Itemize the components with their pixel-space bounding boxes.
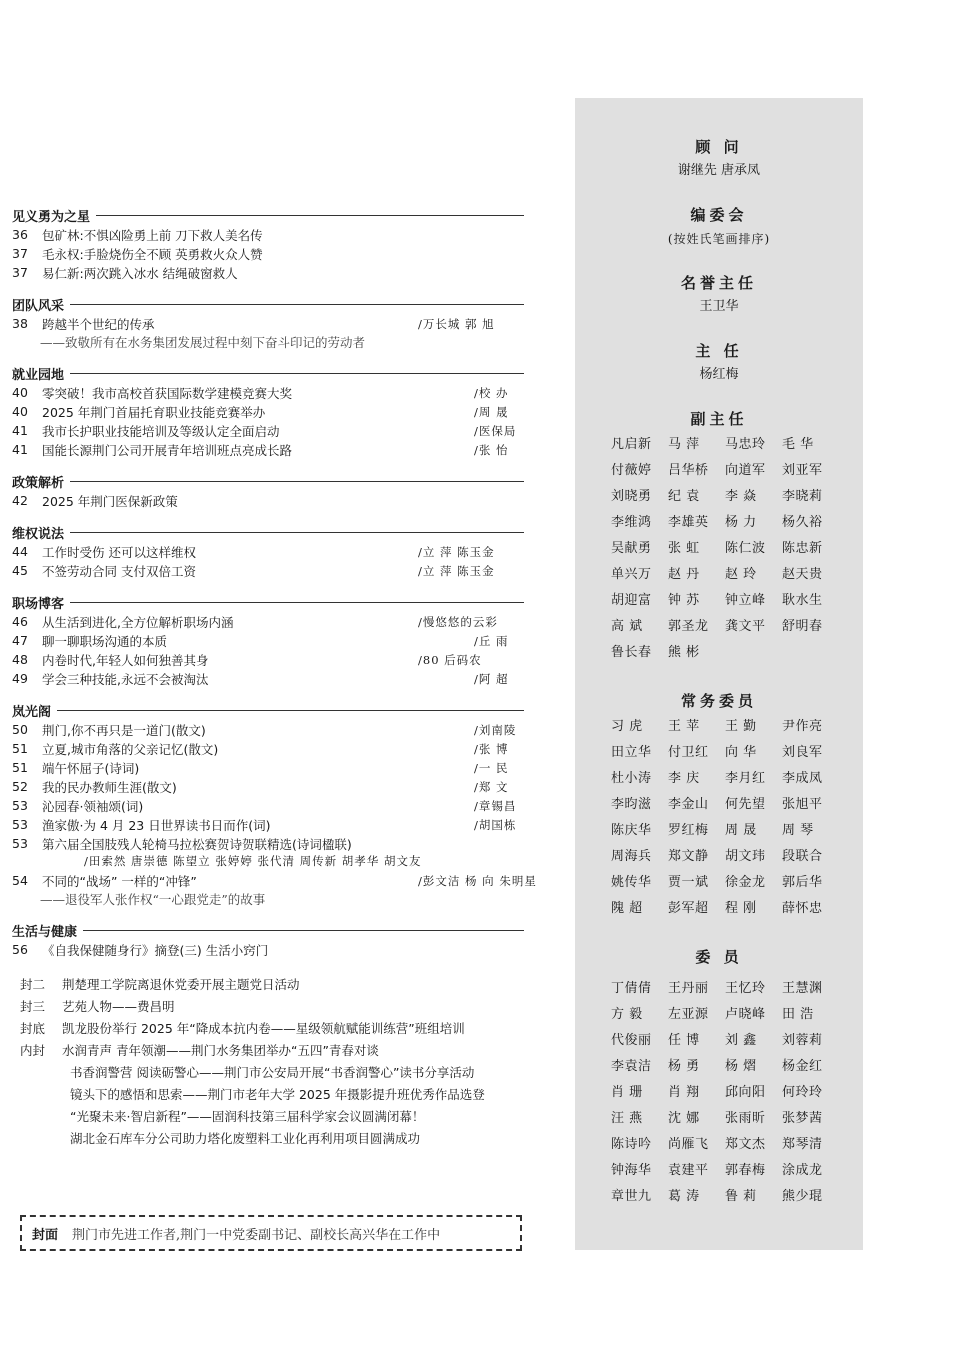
section-header — [12, 205, 524, 225]
deputy-name: 付薇婷 — [611, 463, 652, 478]
member-name: 鲁 莉 — [725, 1189, 757, 1204]
member-name: 王丹丽 — [668, 981, 709, 996]
member-name: 尚雁飞 — [668, 1137, 709, 1152]
deputy-name: 李 焱 — [725, 489, 757, 504]
member-name: 郑文杰 — [725, 1137, 766, 1152]
member-name: 汪 燕 — [611, 1111, 643, 1126]
toc-entry[interactable] — [12, 440, 524, 459]
deputy-name: 舒明春 — [782, 619, 823, 634]
cover-key: 封三 — [20, 999, 46, 1014]
page-number: 48 — [12, 652, 28, 667]
toc-entry[interactable] — [12, 834, 524, 853]
member-name: 杨金红 — [782, 1059, 823, 1074]
article-author: /立 萍 陈玉金 — [418, 563, 495, 578]
deputy-name: 刘亚军 — [782, 463, 823, 478]
table-of-contents — [12, 205, 537, 1149]
section-rule — [57, 710, 524, 711]
toc-entry[interactable] — [12, 871, 537, 890]
article-title: 学会三种技能,永远不会被淘汰 — [42, 671, 209, 687]
member-name: 沈 娜 — [668, 1111, 700, 1126]
standing-member-name: 李金山 — [668, 797, 709, 812]
section-header — [12, 363, 524, 383]
member-name: 田 浩 — [782, 1007, 814, 1022]
member-name: 卢晓峰 — [725, 1007, 766, 1022]
section-header — [12, 592, 524, 612]
standing-member-name: 郑文静 — [668, 849, 709, 864]
deputy-name: 毛 华 — [782, 437, 814, 452]
page-number: 36 — [12, 227, 28, 242]
member-name: 何玲玲 — [782, 1085, 823, 1100]
page-number: 50 — [12, 722, 28, 737]
member-name: 杨 熠 — [725, 1059, 757, 1074]
article-author: /刘南陵 — [474, 722, 517, 737]
toc-section — [12, 700, 537, 908]
section-title: 维权说法 — [12, 526, 65, 542]
article-title: 立夏,城市角落的父亲记忆(散文) — [42, 741, 219, 757]
article-author: /医保局 — [474, 423, 517, 438]
section-title: 政策解析 — [12, 475, 65, 491]
cover-item[interactable] — [20, 973, 524, 995]
article-title: 内卷时代,年轻人如何独善其身 — [42, 652, 209, 668]
member-name: 章世九 — [611, 1189, 652, 1204]
deputy-name: 赵 玲 — [725, 567, 757, 582]
member-name: 邱向阳 — [725, 1085, 766, 1100]
deputy-name: 熊 彬 — [668, 645, 700, 660]
section-header — [12, 294, 524, 314]
article-author: /张 博 — [474, 741, 509, 756]
toc-entry[interactable] — [12, 669, 524, 688]
section-title: 见义勇为之星 — [12, 209, 91, 225]
toc-entry[interactable] — [12, 650, 524, 669]
member-name: 方 毅 — [611, 1007, 643, 1022]
toc-entry[interactable] — [12, 244, 524, 263]
toc-section — [12, 592, 524, 688]
member-name: 郑琴清 — [782, 1137, 823, 1152]
standing-member-name: 王 勤 — [725, 719, 757, 734]
cover-description: 镜头下的感悟和思索——荆门市老年大学 2025 年摄影提升班优秀作品选登 — [70, 1087, 485, 1102]
cover-description: “光聚未来·智启新程”——固润科技第三届科学家会议圆满闭幕！ — [70, 1109, 425, 1124]
page-number: 46 — [12, 614, 28, 629]
members-grid — [611, 976, 863, 1210]
article-title: 不同的“战场” 一样的“冲锋” — [42, 873, 197, 889]
deputy-name: 吕华桥 — [668, 463, 709, 478]
director-heading: 主 任 — [695, 342, 743, 360]
page-number: 52 — [12, 779, 28, 794]
article-author: /万长城 郭 旭 — [418, 316, 495, 331]
toc-entry[interactable] — [12, 383, 524, 402]
cover-description: 湖北金石库车分公司助力塔化废塑料工业化再利用项目圆满成功 — [70, 1131, 421, 1146]
standing-member-name: 田立华 — [611, 745, 652, 760]
section-header — [12, 522, 524, 542]
cover-description: 艺苑人物——费昌明 — [62, 999, 175, 1014]
page-number: 51 — [12, 760, 28, 775]
cover-pages-list — [12, 973, 524, 1149]
deputy-name: 钟 苏 — [668, 593, 700, 608]
page-number: 37 — [12, 265, 28, 280]
standing-grid — [611, 714, 863, 922]
article-title: 荆门,你不再只是一道门(散文) — [42, 722, 206, 738]
article-title: 《自我保健随身行》摘登(三) 生活小窍门 — [42, 942, 269, 958]
section-header — [12, 700, 524, 720]
cover-key: 封底 — [20, 1021, 46, 1036]
member-name: 丁倩倩 — [611, 981, 652, 996]
member-name: 涂成龙 — [782, 1163, 823, 1178]
article-author: /郑 文 — [474, 779, 509, 794]
deputy-name: 李晓莉 — [782, 489, 823, 504]
member-name: 王慧渊 — [782, 981, 823, 996]
member-name: 李袁洁 — [611, 1059, 652, 1074]
standing-member-name: 徐金龙 — [725, 875, 766, 890]
standing-member-name: 尹作亮 — [782, 719, 823, 734]
member-name: 王忆玲 — [725, 981, 766, 996]
article-credits: /田索然 唐崇德 陈望立 张婷婷 张代清 周传新 胡孝华 胡文友 — [84, 854, 422, 868]
toc-entry[interactable] — [12, 612, 524, 631]
toc-entry[interactable] — [12, 796, 524, 815]
member-name: 左亚源 — [668, 1007, 709, 1022]
standing-member-name: 胡文玮 — [725, 849, 766, 864]
article-title: 端午怀屈子(诗词) — [42, 760, 140, 776]
standing-member-name: 罗红梅 — [668, 823, 709, 838]
page-number: 38 — [12, 316, 28, 331]
article-title: 渔家傲·为 4 月 23 日世界读书日而作(词) — [42, 817, 271, 833]
standing-member-name: 郭后华 — [782, 875, 823, 890]
standing-member-name: 段联合 — [782, 849, 823, 864]
board-note: (按姓氏笔画排序) — [667, 232, 771, 246]
standing-member-name: 李月红 — [725, 771, 766, 786]
page-number: 41 — [12, 442, 28, 457]
standing-member-name: 李昀滋 — [611, 797, 652, 812]
member-name: 刘蓉莉 — [782, 1033, 823, 1048]
cover-description: 凯龙股份举行 2025 年“降成本抗内卷——星级领航赋能训练营”班组培训 — [62, 1021, 465, 1036]
cover-description: 书香润警营 阅读砺警心——荆门市公安局开展“书香润警心”读书分享活动 — [70, 1065, 475, 1080]
deputy-name: 吴献勇 — [611, 541, 652, 556]
article-author: /张 怡 — [474, 442, 509, 457]
article-title: 跨越半个世纪的传承 — [42, 316, 155, 332]
article-author: /胡国栋 — [474, 817, 517, 832]
standing-member-name: 刘良军 — [782, 745, 823, 760]
deputy-name: 马忠玲 — [725, 437, 766, 452]
section-rule — [70, 304, 524, 305]
page-number: 40 — [12, 385, 28, 400]
member-name: 钟海华 — [611, 1163, 652, 1178]
member-name: 张梦茜 — [782, 1111, 823, 1126]
article-title: 不签劳动合同 支付双倍工资 — [42, 563, 196, 579]
deputy-name: 凡启新 — [611, 437, 652, 452]
toc-entry[interactable] — [12, 421, 524, 440]
article-title: 从生活到进化,全方位解析职场内涵 — [42, 614, 234, 630]
toc-entry[interactable] — [12, 739, 524, 758]
toc-section — [12, 522, 524, 580]
deputy-name: 胡迎富 — [611, 593, 652, 608]
standing-member-name: 李成凤 — [782, 771, 823, 786]
standing-member-name: 李 庆 — [668, 771, 700, 786]
toc-entry[interactable] — [12, 720, 524, 739]
deputy-name: 赵天贵 — [782, 567, 823, 582]
section-header — [12, 471, 524, 491]
cover-description: 荆楚理工学院离退休党委开展主题党日活动 — [62, 977, 300, 992]
deputy-name: 李雄英 — [668, 515, 709, 530]
section-title: 岚光阁 — [12, 704, 52, 720]
deputy-name: 杨 力 — [725, 515, 757, 530]
standing-member-name: 习 虎 — [611, 719, 643, 734]
member-name: 刘 鑫 — [725, 1033, 757, 1048]
deputy-name: 向道军 — [725, 463, 766, 478]
toc-entry[interactable] — [12, 491, 524, 510]
standing-member-name: 贾一斌 — [668, 875, 709, 890]
advisor-heading: 顾 问 — [695, 138, 743, 156]
article-title: 毛永权:手脸烧伤全不顾 英勇救火众人赞 — [42, 246, 263, 262]
member-name: 代俊丽 — [611, 1033, 652, 1048]
page-number: 56 — [12, 942, 28, 957]
member-name: 葛 涛 — [668, 1189, 700, 1204]
article-author: /校 办 — [474, 385, 509, 400]
section-header — [12, 920, 524, 940]
page-number: 41 — [12, 423, 28, 438]
section-rule — [70, 602, 524, 603]
deputy-name: 陈仁波 — [725, 541, 766, 556]
deputy-heading: 副主任 — [690, 410, 748, 428]
advisor-names: 谢继先 唐承凤 — [677, 163, 761, 178]
cover-item[interactable] — [20, 1039, 524, 1061]
deputy-name: 张 虹 — [668, 541, 700, 556]
toc-entry[interactable] — [12, 402, 524, 421]
section-rule — [70, 373, 524, 374]
standing-member-name: 周 琴 — [782, 823, 814, 838]
toc-entry[interactable] — [12, 758, 524, 777]
page-number: 51 — [12, 741, 28, 756]
standing-heading: 常务委员 — [680, 692, 757, 710]
standing-member-name: 彭军超 — [668, 901, 709, 916]
toc-entry[interactable] — [12, 815, 524, 834]
toc-entry[interactable] — [12, 314, 524, 333]
member-name: 张雨昕 — [725, 1111, 766, 1126]
article-title: 第六届全国肢残人轮椅马拉松赛贺诗贺联精选(诗词楹联) — [42, 836, 352, 852]
cover-item[interactable] — [20, 995, 524, 1017]
members-heading: 委 员 — [695, 948, 743, 966]
member-name: 陈诗吟 — [611, 1137, 652, 1152]
article-title: 2025 年荆门首届托育职业技能竞赛举办 — [42, 404, 266, 420]
article-title: 零突破！我市高校首获国际数学建模竞赛大奖 — [42, 385, 293, 401]
article-author: /立 萍 陈玉金 — [418, 544, 495, 559]
toc-section — [12, 205, 524, 282]
article-title: 我市长护职业技能培训及等级认定全面启动 — [42, 423, 280, 439]
cover-key: 封二 — [20, 977, 46, 992]
deputy-name: 刘晓勇 — [611, 489, 652, 504]
deputy-name: 鲁长春 — [611, 645, 652, 660]
toc-entry[interactable] — [12, 561, 524, 580]
toc-entry[interactable] — [12, 940, 524, 959]
standing-member-name: 付卫红 — [668, 745, 709, 760]
member-name: 郭春梅 — [725, 1163, 766, 1178]
toc-section — [12, 920, 524, 959]
deputy-name: 耿水生 — [782, 593, 823, 608]
standing-member-name: 张旭平 — [782, 797, 823, 812]
toc-entry[interactable] — [12, 542, 524, 561]
standing-member-name: 周海兵 — [611, 849, 652, 864]
deputy-name: 马 萍 — [668, 437, 700, 452]
article-author: /周 晟 — [474, 404, 509, 419]
section-rule — [83, 930, 524, 931]
cover-caption-box — [20, 1215, 522, 1251]
member-name: 熊少琨 — [782, 1189, 823, 1204]
standing-member-name: 程 刚 — [725, 901, 757, 916]
section-title: 职场博客 — [12, 596, 65, 612]
cover-key: 内封 — [20, 1043, 46, 1058]
cover-item[interactable] — [20, 1083, 524, 1105]
standing-member-name: 周 晟 — [725, 823, 757, 838]
article-author: /章锡昌 — [474, 798, 517, 813]
deputy-name: 单兴万 — [611, 567, 652, 582]
standing-member-name: 王 苹 — [668, 719, 700, 734]
deputy-name: 钟立峰 — [725, 593, 766, 608]
page-number: 37 — [12, 246, 28, 261]
article-author: /阿 超 — [474, 671, 509, 686]
cover-item[interactable] — [20, 1017, 524, 1039]
article-subtitle: ——退役军人张作权“一心跟党走”的故事 — [40, 892, 266, 907]
standing-member-name: 隗 超 — [611, 901, 643, 916]
article-title: 沁园春·领袖颂(词) — [42, 798, 144, 814]
section-rule — [96, 215, 524, 216]
standing-member-name: 杜小涛 — [611, 771, 652, 786]
article-author: /彭文洁 杨 向 朱明星 — [418, 873, 537, 888]
section-rule — [70, 481, 524, 482]
cover-item[interactable] — [20, 1061, 524, 1083]
member-name: 袁建平 — [668, 1163, 709, 1178]
page-number: 53 — [12, 798, 28, 813]
page-number: 42 — [12, 493, 28, 508]
cover-description: 水润青声 青年领潮——荆门水务集团举办“五四”青春对谈 — [62, 1043, 379, 1058]
article-title: 聊一聊职场沟通的本质 — [42, 633, 168, 649]
standing-member-name: 姚传华 — [611, 875, 652, 890]
standing-member-name: 薛怀忠 — [782, 901, 823, 916]
member-name: 任 博 — [668, 1033, 700, 1048]
editorial-board-panel — [575, 98, 863, 1250]
page-number: 47 — [12, 633, 28, 648]
article-author: /80 后码农 — [418, 652, 482, 667]
section-title: 就业园地 — [12, 367, 65, 383]
deputy-name: 龚文平 — [725, 619, 766, 634]
page-number: 54 — [12, 873, 28, 888]
article-title: 包矿林:不惧凶险勇上前 刀下救人美名传 — [42, 227, 263, 243]
standing-member-name: 向 华 — [725, 745, 757, 760]
deputy-name: 赵 丹 — [668, 567, 700, 582]
board-heading: 编委会 — [690, 206, 748, 224]
article-title: 工作时受伤 还可以这样维权 — [42, 544, 196, 560]
page-number: 49 — [12, 671, 28, 686]
standing-member-name: 何先望 — [725, 797, 766, 812]
deputy-name: 郭圣龙 — [668, 619, 709, 634]
page-number: 53 — [12, 817, 28, 832]
deputy-name: 杨久裕 — [782, 515, 823, 530]
page-number: 45 — [12, 563, 28, 578]
article-author: /一 民 — [474, 760, 509, 775]
honorary-heading: 名誉主任 — [680, 274, 757, 292]
page-number: 44 — [12, 544, 28, 559]
member-name: 肖 翔 — [668, 1085, 700, 1100]
article-author: /丘 雨 — [474, 633, 509, 648]
member-name: 肖 珊 — [611, 1085, 643, 1100]
page-number: 40 — [12, 404, 28, 419]
article-title: 2025 年荆门医保新政策 — [42, 493, 178, 509]
section-rule — [70, 532, 524, 533]
toc-entry[interactable] — [12, 777, 524, 796]
cover-caption-text: 荆门市先进工作者,荆门一中党委副书记、副校长高兴华在工作中 — [72, 1227, 441, 1243]
toc-entry[interactable] — [12, 631, 524, 650]
deputy-name: 纪 袁 — [668, 489, 700, 504]
section-title: 生活与健康 — [12, 924, 78, 940]
article-title: 国能长源荆门公司开展青年培训班点亮成长路 — [42, 442, 293, 458]
toc-entry[interactable] — [12, 225, 524, 244]
cover-item[interactable] — [20, 1127, 524, 1149]
deputy-name: 李维鸿 — [611, 515, 652, 530]
deputy-name: 陈忠新 — [782, 541, 823, 556]
section-title: 团队风采 — [12, 298, 65, 314]
member-name: 杨 勇 — [668, 1059, 700, 1074]
honorary-name: 王卫华 — [699, 299, 739, 314]
toc-section — [12, 294, 524, 351]
toc-section — [12, 363, 524, 459]
standing-member-name: 陈庆华 — [611, 823, 652, 838]
cover-caption-key: 封面 — [32, 1227, 59, 1243]
article-subtitle: ——致敬所有在水务集团发展过程中刻下奋斗印记的劳动者 — [40, 335, 366, 350]
cover-item[interactable] — [20, 1105, 524, 1127]
page-number: 53 — [12, 836, 28, 851]
director-name: 杨红梅 — [699, 367, 739, 382]
article-author: /慢悠悠的云彩 — [418, 614, 498, 629]
article-title: 我的民办教师生涯(散文) — [42, 779, 177, 795]
deputy-grid — [611, 432, 863, 666]
toc-section — [12, 471, 524, 510]
toc-entry[interactable] — [12, 263, 524, 282]
deputy-name: 高 斌 — [611, 619, 643, 634]
article-title: 易仁新:两次跳入冰水 结绳破窗救人 — [42, 265, 238, 281]
